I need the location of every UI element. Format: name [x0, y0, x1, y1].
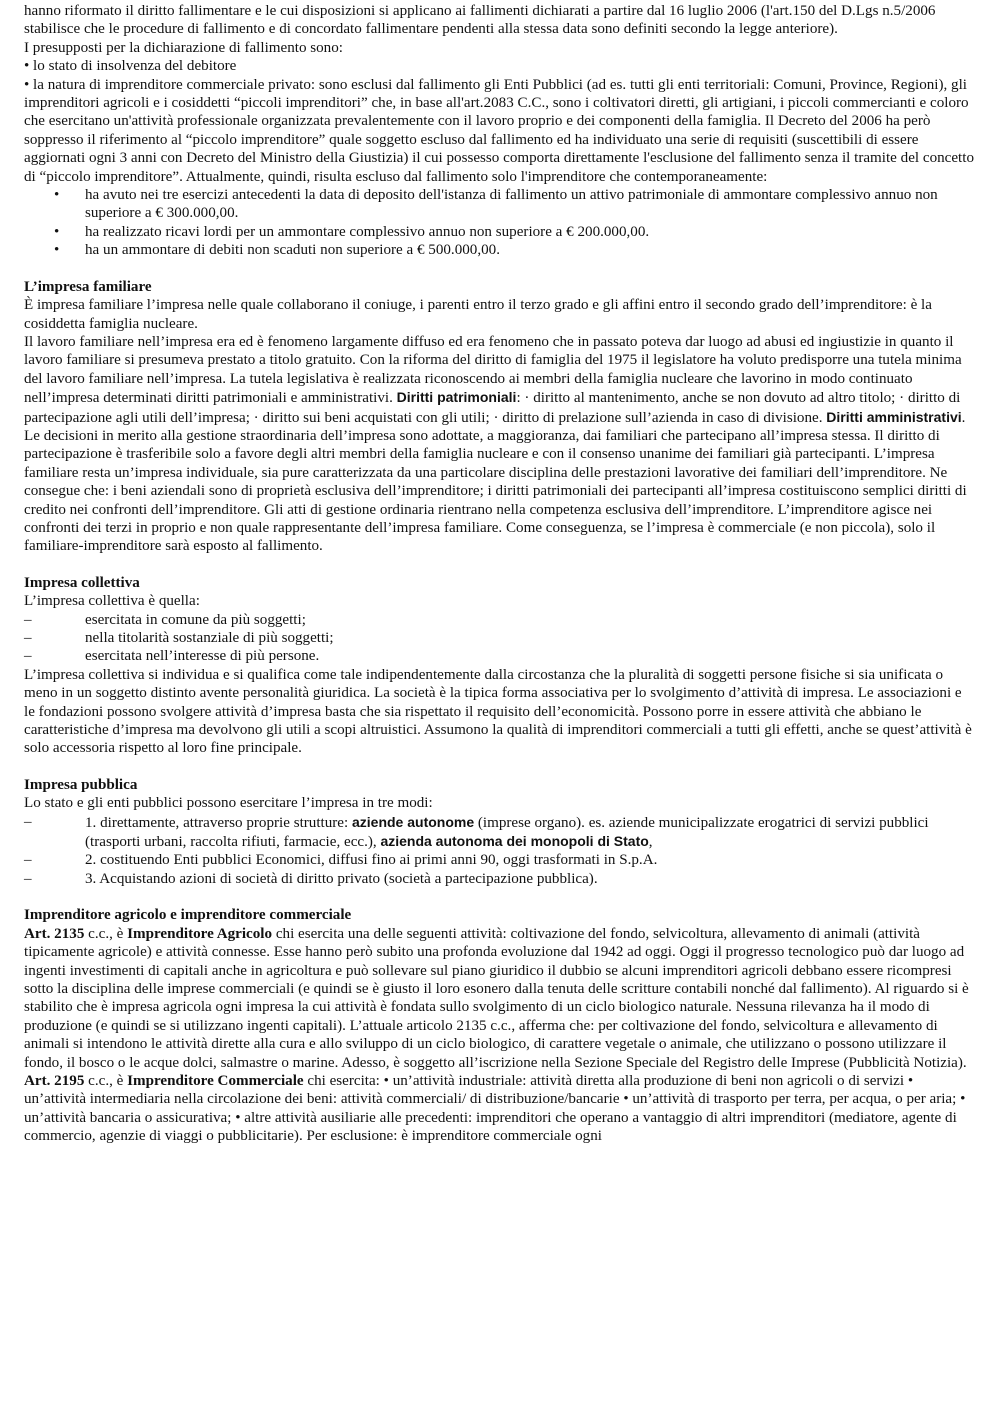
- diritti-patrimoniali-label: Diritti patrimoniali: [396, 389, 517, 406]
- presupposto-insolvenza: • lo stato di insolvenza del debitore: [24, 58, 237, 75]
- art-2135-paragraph: Art. 2135 c.c., è Imprenditore Agricolo chi esercita una delle seguenti attività: coltivazione del fondo, selvicoltura, allevamento di animali (attività tipicamente agricole) e attività connesse. Esse hanno però subito una profonda evoluzione dal 1942 ad oggi. Oggi il progresso tecnologico può dar luogo ad ingenti investimenti di capitali anche in agricoltura e può sollevare sul piano giuridico il dubbio se alcuni imprenditori agricoli debbano essere ricompresi sotto la disciplina delle imprese commerciali (e quindi se è giusto il loro esonero dalla tenuta delle scritture contabili nonché dal fallimento). Al riguardo si è stabilito che è impresa agricola ogni impresa la cui attività è fondata sullo svolgimento di un ciclo biologico naturale. Nessuna rilevanza ha il modo di produzione (e quindi se si utilizzano ingenti capitali). L’attuale articolo 2135 c.c., afferma che: per coltivazione del fondo, selvicoltura e allevamento di animali si intendono le attività dirette alla cura e allo sviluppo di un ciclo biologico, di carattere vegetale o animale, che utilizzano o possono utilizzare il fondo, il bosco o le acque dolci, salmastre o marine. Adesso, è soggetto all’iscrizione nella Sezione Speciale del Registro delle Imprese (Pubblicità Notizia).: [24, 925, 969, 1071]
- art-2195-label: Art. 2195: [24, 1072, 85, 1089]
- intro-paragraph: hanno riformato il diritto fallimentare e le cui disposizioni si applicano ai fallimenti dichiarati a partire dal 16 luglio 2006 (l'art.150 del D.Lgs n.5/2006 stabilisce che le procedure di fallimento e di concordato fallimentare pendenti alla stessa data sono definiti secondo la legge anteriore).: [24, 3, 936, 38]
- presupposto-natura: • la natura di imprenditore commerciale privato: sono esclusi dal fallimento gli Enti Pubblici (ad es. tutti gli enti territoriali: Comuni, Province, Regioni), gli imprenditori agricoli e i cosiddetti “piccoli imprenditori” che, in base all'art.2083 C.C., sono i coltivatori diretti, gli artigiani, i piccoli commercianti e coloro che esercitano un'attività professionale organizzata prevalentemente con il lavoro proprio e dei componenti della famiglia. Il Decreto del 2006 ha però soppresso il riferimento al “piccolo imprenditore” quale soggetto escluso dal fallimento ed ha individuato una serie di requisiti (suscettibili di essere aggiornati ogni 3 anni con Decreto del Ministro della Giustizia) il cui possesso comporta direttamente l'esclusione del fallimento senza il tramite del concetto di “piccolo imprenditore”. Attualmente, quindi, risulta escluso dal fallimento solo l'imprenditore che contemporaneamente:: [24, 76, 974, 185]
- presupposti-heading-line: I presupposti per la dichiarazione di fallimento sono:: [24, 39, 343, 56]
- list-item: • ha un ammontare di debiti non scaduti non superiore a € 500.000,00.: [24, 241, 976, 259]
- section-title-imprenditore-agricolo: Imprenditore agricolo e imprenditore commerciale: [24, 907, 352, 924]
- imprenditore-agricolo-label: Imprenditore Agricolo: [127, 925, 273, 942]
- list-item: – 2. costituendo Enti pubblici Economici, diffusi fino ai primi anni 90, oggi trasformati in S.p.A.: [24, 851, 976, 869]
- pubblica-list: [24, 813, 976, 889]
- familiare-text-2: : · diritto al mantenimento, anche se non dovuto ad altro titolo; · diritto di partecipazione agli utili dell’impresa; · diritto sui beni acquistati con gli utili; · diritto di prelazione sull’azienda in caso di divisione.: [24, 390, 961, 426]
- monopoli-label: azienda autonoma dei monopoli di Stato: [380, 833, 649, 850]
- list-item: • ha avuto nei tre esercizi antecedenti la data di deposito dell'istanza di fallimento un attivo patrimoniale di ammontare complessivo annuo non superiore a € 300.000,00.: [24, 186, 976, 223]
- collettiva-body: L’impresa collettiva si individua e si qualifica come tale indipendentemente dalla circostanza che la pluralità di soggetti persone fisiche si sia unificata o meno in un soggetto distinto avente personalità giuridica. La società è la tipica forma associativa per lo svolgimento d’attività di impresa. Le associazioni e le fondazioni possono svolgere attività d’impresa basta che sia rispettato il requisito dell’economicità. Possono porre in essere attività che abbiano le caratteristiche d’impresa ma devolvono gli utili a scopi altruistici. Assumono la qualità di imprenditori commerciali a tutti gli effetti, anche se quest’attività è solo accessoria rispetto al loro fine principale.: [24, 666, 972, 757]
- art-2195-paragraph: Art. 2195 c.c., è Imprenditore Commerciale chi esercita: • un’attività industriale: attività diretta alla produzione di beni non agricoli o di servizi • un’attività intermediaria nella circolazione dei beni: attività commerciali/ di distribuzione/bancarie • un’attività di trasporto per terra, per acqua, o per aria; • un’attività bancaria o assicurativa; • altre attività ausiliarie alle precedenti: imprenditori che operano a vantaggio di altri imprenditori (mediatore, agente di commercio, agenzie di viaggi o pubblicitarie). Per esclusione: è imprenditore commerciale ogni: [24, 1072, 966, 1145]
- list-item: – esercitata in comune da più soggetti;: [24, 611, 976, 629]
- pubblica-intro: Lo stato e gli enti pubblici possono esercitare l’impresa in tre modi:: [24, 795, 433, 812]
- section-title-impresa-familiare: L’impresa familiare: [24, 278, 152, 295]
- list-item: – 3. Acquistando azioni di società di diritto privato (società a partecipazione pubblica).: [24, 870, 976, 888]
- art-2135-label: Art. 2135: [24, 925, 85, 942]
- collettiva-intro: L’impresa collettiva è quella:: [24, 593, 200, 610]
- familiare-body: [24, 333, 976, 556]
- aziende-autonome-label: aziende autonome: [351, 813, 475, 830]
- imprenditore-commerciale-label: Imprenditore Commerciale: [127, 1072, 304, 1089]
- familiare-text-1: Il lavoro familiare nell’impresa era ed è fenomeno largamente diffuso ed era fenomeno che in passato poteva dar luogo ad abusi ed ingiustizie in quanto il lavoro familiare si presumeva prestato a titolo gratuito. Con la riforma del diritto di famiglia del 1975 il legislatore ha voluto predisporre una tutela minima del lavoro familiare nell’impresa. La tutela legislativa è realizzata riconoscendo ai membri della famiglia nucleare che lavorino in modo continuato nell’impresa determinati diritti patrimoniali e amministrativi.: [24, 333, 962, 407]
- familiare-text-3: . Le decisioni in merito alla gestione straordinaria dell’impresa sono adottate, a maggioranza, dai familiari che partecipano all’impresa stessa. Il diritto di partecipazione è trasferibile solo a favore degli altri membri della famiglia nucleare e con il consenso unanime dei familiari già partecipanti. L’impresa familiare resta un’impresa individuale, sia pure caratterizzata da una particolare disciplina delle prestazioni lavorative dei familiari dell’imprenditore. Ne consegue che: i beni aziendali sono di proprietà esclusiva dell’imprenditore; i diritti patrimoniali dei partecipanti all’impresa costituiscono semplici diritti di credito nei confronti dell’imprenditore. Gli atti di gestione ordinaria rientrano nella competenza esclusiva dell’imprenditore. L’imprenditore agisce nei confronti dei terzi in proprio e non quale rappresentante dell’impresa familiare. Come conseguenza, se l’impresa è commerciale (e non piccola), solo il familiare-imprenditore sarà esposto al fallimento.: [24, 409, 967, 555]
- diritti-amministrativi-label: Diritti amministrativi: [826, 408, 962, 425]
- requisiti-list: [24, 186, 976, 260]
- section-title-impresa-pubblica: Impresa pubblica: [24, 776, 138, 793]
- list-item: – 1. direttamente, attraverso proprie strutture: aziende autonome (imprese organo). es. aziende municipalizzate erogatrici di servizi pubblici (trasporti urbani, raccolta rifiuti, farmacie, ecc.), azienda autonoma dei monopoli di Stato,: [24, 813, 976, 852]
- list-item: – esercitata nell’interesse di più persone.: [24, 647, 976, 665]
- collettiva-list: [24, 611, 976, 666]
- familiare-definition: È impresa familiare l’impresa nelle quale collaborano il coniuge, i parenti entro il terzo grado e gli affini entro il secondo grado dell’imprenditore: è la cosiddetta famiglia nucleare.: [24, 297, 932, 332]
- document-page: [24, 2, 976, 1146]
- list-item: • ha realizzato ricavi lordi per un ammontare complessivo annuo non superiore a € 200.000,00.: [24, 223, 976, 241]
- list-item: – nella titolarità sostanziale di più soggetti;: [24, 629, 976, 647]
- section-title-impresa-collettiva: Impresa collettiva: [24, 574, 140, 591]
